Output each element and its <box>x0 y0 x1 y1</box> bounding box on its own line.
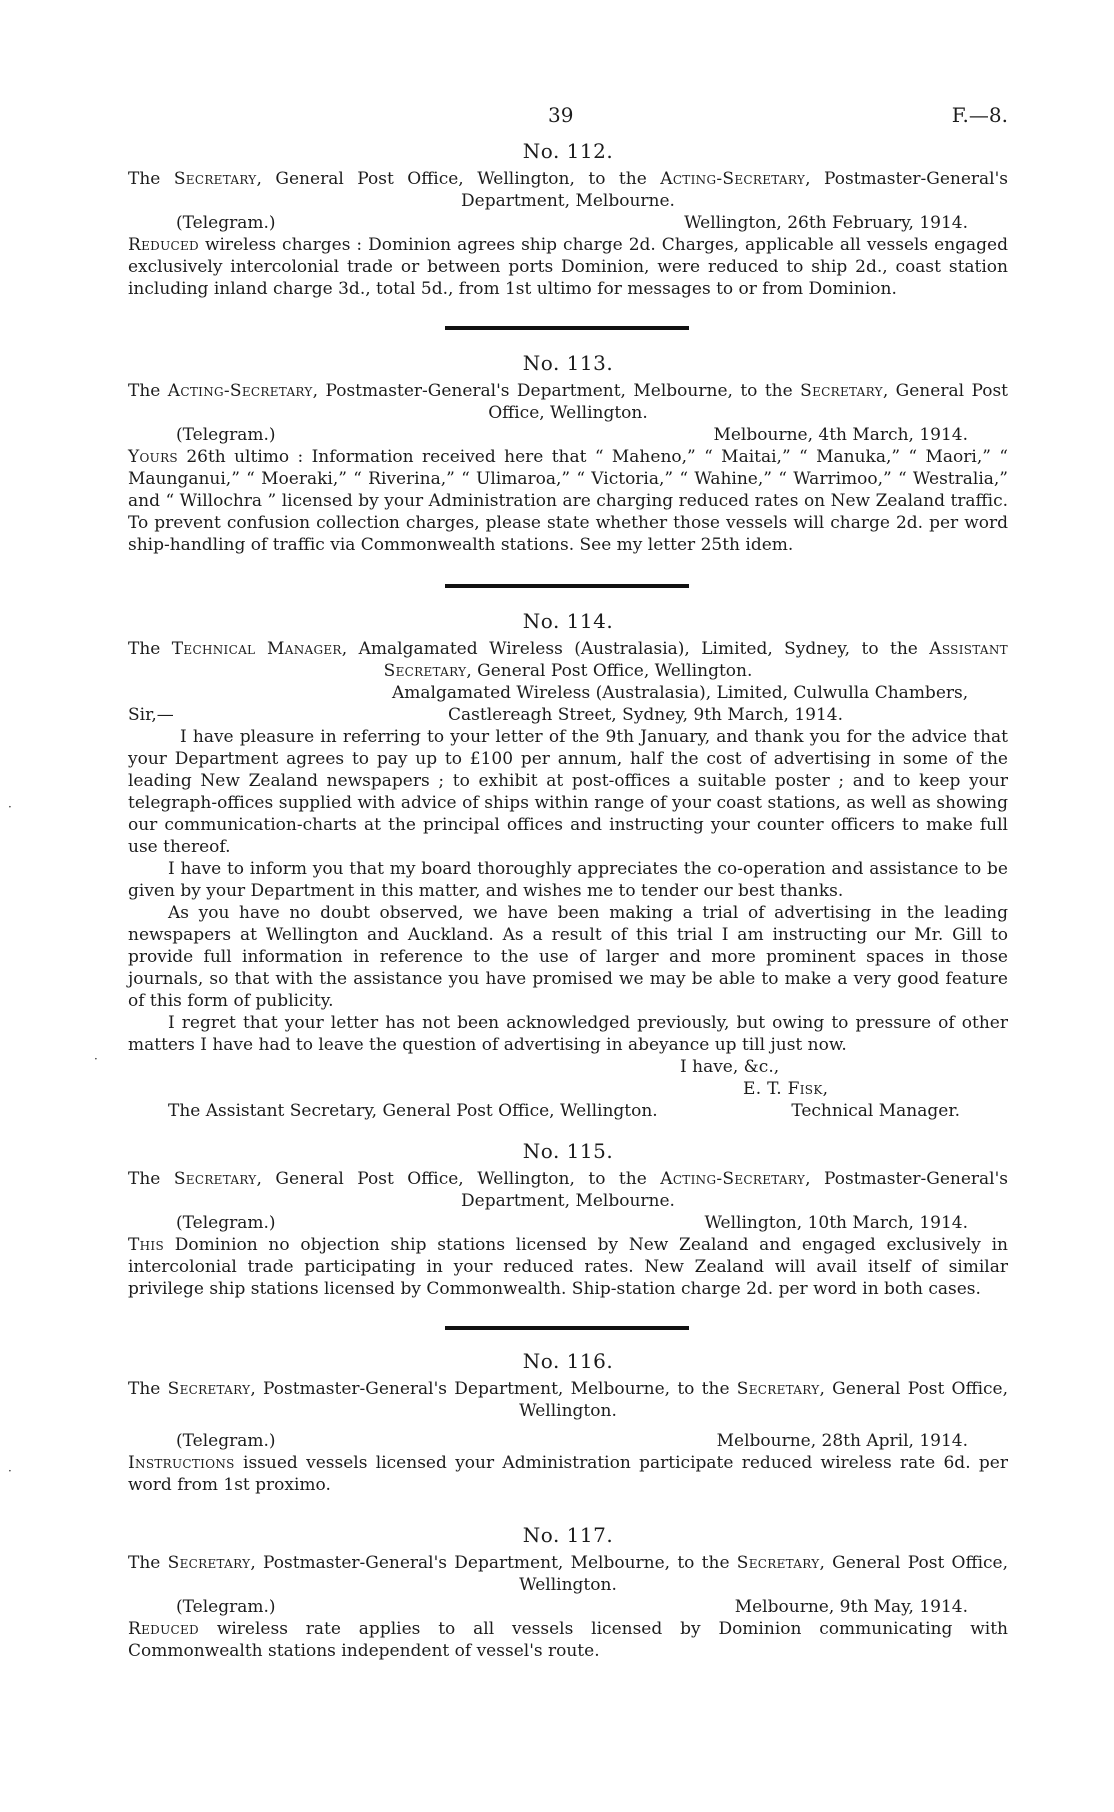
telegram-line <box>128 1212 1008 1234</box>
heading-text-run: , General Post Office, Wellington. <box>519 1379 1008 1421</box>
section-body <box>128 446 1008 556</box>
heading-name-run: Secretary <box>167 1553 251 1573</box>
page-number: 39 <box>548 103 574 127</box>
telegram-label: (Telegram.) <box>176 1597 276 1617</box>
section-body <box>128 1234 1008 1300</box>
telegram-line <box>128 212 1008 234</box>
section-heading <box>128 1378 1008 1422</box>
telegram-label: (Telegram.) <box>176 1431 276 1451</box>
section-divider <box>445 326 689 330</box>
addressee: The Assistant Secretary, General Post Office, Wellington. <box>168 1101 658 1121</box>
lead-word: Yours <box>128 447 178 467</box>
place-date: Melbourne, 28th April, 1914. <box>716 1431 968 1451</box>
heading-name-run: Secretary <box>736 1553 820 1573</box>
heading-text-run: , General Post Office, Wellington, to the <box>256 1169 661 1189</box>
heading-text-run: , Postmaster-General's Department, Melbourne, to the <box>312 381 801 401</box>
heading-text-run: The <box>128 1379 168 1399</box>
heading-text-run: The <box>128 381 168 401</box>
lead-word: This <box>128 1235 164 1255</box>
section-112 <box>128 138 1008 300</box>
margin-speck: · <box>8 1464 12 1478</box>
place-date: Melbourne, 4th March, 1914. <box>713 425 968 445</box>
section-heading <box>128 1168 1008 1212</box>
heading-name-run: Technical Manager <box>171 639 342 659</box>
salutation: Sir,— <box>128 705 174 725</box>
section-number: No. 114. <box>522 609 614 633</box>
place-date: Wellington, 26th February, 1914. <box>684 213 968 233</box>
margin-speck: · <box>94 1052 98 1066</box>
heading-name-run: Secretary <box>167 1379 251 1399</box>
heading-text-run: , General Post Office, Wellington. <box>466 661 753 681</box>
section-117 <box>128 1522 1008 1662</box>
body-text: 26th ultimo : Information received here that “ Maheno,” “ Maitai,” “ Manuka,” “ Maori,” “ Maunganui,” “ Moeraki,” “ Riverina,” “ Ulimaroa,” “ Victoria,” “ Wahine,” “ Warrimoo,” “ Westralia,” and “ Willochra ” licensed by your Administration are charging reduced rates on New Zealand traffic. To prevent confusion collection charges, please state whether those vessels will charge 2d. per word ship-handling of traffic via Commonwealth stations. See my letter 25th idem. <box>128 447 1008 555</box>
body-text: wireless rate applies to all vessels licensed by Dominion communicating with Commonwealth stations independent of vessel's route. <box>128 1619 1008 1661</box>
heading-text-run: , Postmaster-General's Department, Melbourne, to the <box>250 1553 737 1573</box>
heading-text-run: The <box>128 169 174 189</box>
section-number: No. 115. <box>522 1139 614 1163</box>
telegram-line <box>128 1596 1008 1618</box>
section-body <box>128 1618 1008 1662</box>
section-body <box>128 234 1008 300</box>
telegram-label: (Telegram.) <box>176 425 276 445</box>
heading-name-run: Secretary <box>173 1169 257 1189</box>
closing-row <box>128 1056 1008 1078</box>
heading-text-run: , Amalgamated Wireless (Australasia), Limited, Sydney, to the <box>341 639 930 659</box>
heading-name-run: Assistant Secretary <box>383 639 1008 681</box>
heading-text-run: , Postmaster-General's Department, Melbourne. <box>461 169 1008 211</box>
heading-name-run: Secretary <box>800 381 883 401</box>
heading-text-run: The <box>128 1169 174 1189</box>
salutation-row <box>128 704 1008 726</box>
section-number: No. 117. <box>522 1523 614 1547</box>
signature-row <box>128 1078 1008 1100</box>
heading-name-run: Secretary <box>173 169 257 189</box>
paragraph: I have pleasure in referring to your letter of the 9th January, and thank you for the advice that your Department agrees to pay up to £100 per annum, half the cost of advertising in some of the leading New Zealand newspapers ; to exhibit at post-offices a suitable poster ; and to keep your telegraph-offices supplied with advice of ships within range of your coast stations, as well as showing our communication-charts at the principal offices and instructing your counter officers to make full use thereof. <box>128 727 1008 857</box>
heading-name-run: Acting-Secretary <box>167 381 313 401</box>
telegram-line <box>128 1430 1008 1452</box>
section-divider <box>445 1326 689 1330</box>
section-116 <box>128 1348 1008 1496</box>
section-heading <box>128 380 1008 424</box>
body-text: issued vessels licensed your Administration participate reduced wireless rate 6d. per word from 1st proximo. <box>128 1453 1008 1495</box>
signature: E. T. Fisk, <box>743 1079 829 1099</box>
closing: I have, &c., <box>680 1057 780 1077</box>
heading-text-run: The <box>128 639 172 659</box>
section-heading <box>128 638 1008 682</box>
place-date: Wellington, 10th March, 1914. <box>704 1213 968 1233</box>
section-heading <box>128 1552 1008 1596</box>
heading-text-run: , General Post Office, Wellington. <box>488 381 1008 423</box>
heading-text-run: , Postmaster-General's Department, Melbourne, to the <box>250 1379 737 1399</box>
section-number: No. 113. <box>522 351 614 375</box>
section-114 <box>128 608 1008 1122</box>
body-text: Dominion no objection ship stations licensed by New Zealand and engaged exclusively in intercolonial trade participating in your reduced rates. New Zealand will avail itself of similar privilege ship stations licensed by Commonwealth. Ship-station charge 2d. per word in both cases. <box>128 1235 1008 1299</box>
margin-speck: · <box>8 800 12 814</box>
lead-word: Reduced <box>128 1619 199 1639</box>
document-page <box>128 0 1008 1812</box>
section-body <box>128 1452 1008 1496</box>
address-line-2: Castlereagh Street, Sydney, 9th March, 1914. <box>448 705 844 725</box>
body-text: wireless charges : Dominion agrees ship charge 2d. Charges, applicable all vessels engaged exclusively intercolonial trade or between ports Dominion, were reduced to ship 2d., coast station including inland charge 3d., total 5d., from 1st ultimo for messages to or from Dominion. <box>128 235 1008 299</box>
telegram-label: (Telegram.) <box>176 213 276 233</box>
heading-text-run: The <box>128 1553 168 1573</box>
lead-word: Reduced <box>128 235 199 255</box>
heading-text-run: , General Post Office, Wellington, to the <box>256 169 661 189</box>
section-115 <box>128 1138 1008 1300</box>
document-reference: F.—8. <box>951 103 1008 127</box>
telegram-label: (Telegram.) <box>176 1213 276 1233</box>
section-divider <box>445 584 689 588</box>
signatory-title: Technical Manager. <box>791 1101 960 1121</box>
heading-text-run: , Postmaster-General's Department, Melbourne. <box>461 1169 1008 1211</box>
section-heading <box>128 168 1008 212</box>
telegram-line <box>128 424 1008 446</box>
letter-body <box>128 726 1008 1056</box>
lead-word: Instructions <box>128 1453 235 1473</box>
heading-text-run: , General Post Office, Wellington. <box>519 1553 1008 1595</box>
address-line <box>128 682 1008 704</box>
page-header <box>128 104 1008 130</box>
heading-name-run: Acting-Secretary <box>660 169 806 189</box>
addressee-row <box>128 1100 1008 1122</box>
section-number: No. 112. <box>522 139 614 163</box>
heading-name-run: Acting-Secretary <box>660 1169 806 1189</box>
paragraph: I have to inform you that my board thoroughly appreciates the co-operation and assistance to be given by your Department in this matter, and wishes me to tender our best thanks. <box>128 859 1008 901</box>
address-line-1: Amalgamated Wireless (Australasia), Limited, Culwulla Chambers, <box>392 683 969 703</box>
paragraph: As you have no doubt observed, we have been making a trial of advertising in the leading newspapers at Wellington and Auckland. As a result of this trial I am instructing our Mr. Gill to provide full information in reference to the use of larger and more prominent spaces in those journals, so that with the assistance you have promised we may be able to make a very good feature of this form of publicity. <box>128 903 1008 1011</box>
paragraph: I regret that your letter has not been acknowledged previously, but owing to pressure of other matters I have had to leave the question of advertising in abeyance up till just now. <box>128 1013 1008 1055</box>
heading-name-run: Secretary <box>736 1379 820 1399</box>
section-113 <box>128 350 1008 556</box>
section-number: No. 116. <box>522 1349 614 1373</box>
place-date: Melbourne, 9th May, 1914. <box>734 1597 968 1617</box>
